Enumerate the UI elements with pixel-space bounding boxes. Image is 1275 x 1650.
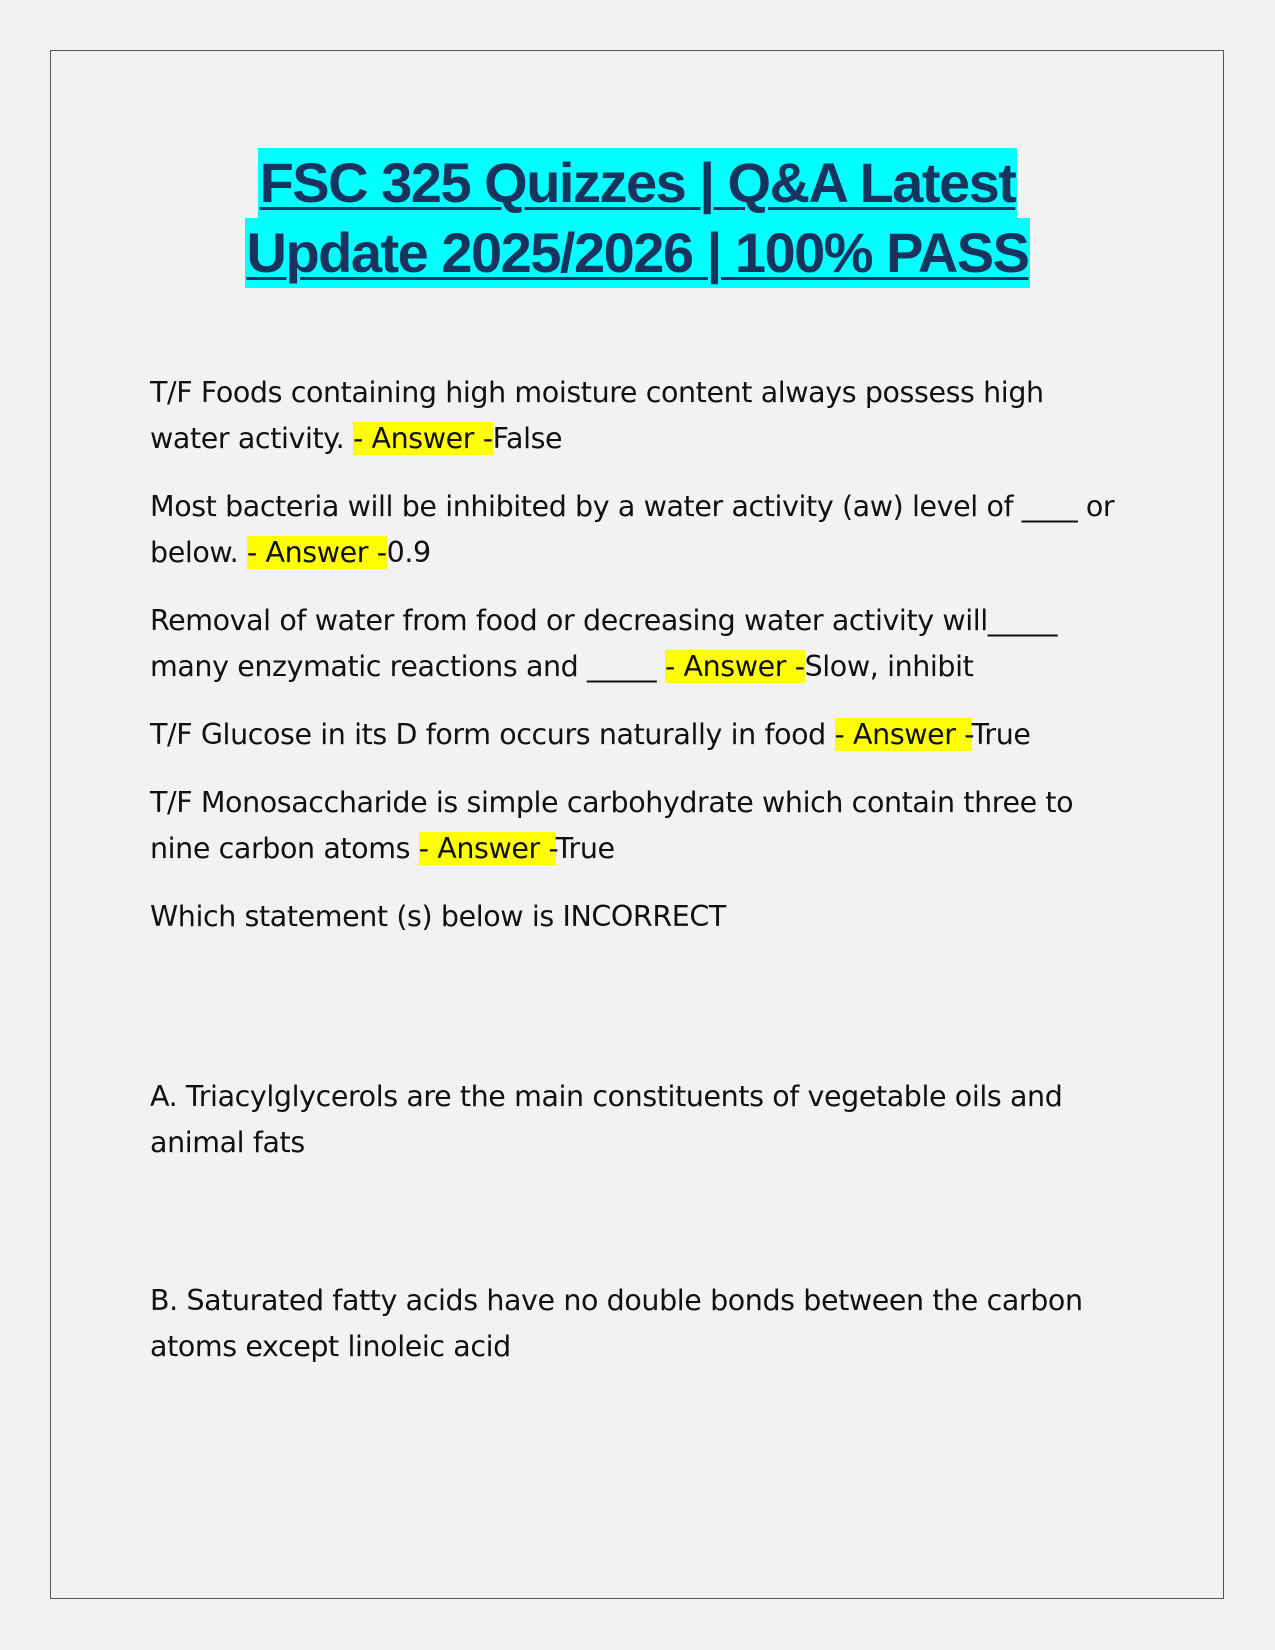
- qa-item-3: [150, 598, 1130, 690]
- spacer: [150, 962, 1130, 1074]
- answer-marker: - Answer -: [834, 718, 972, 751]
- qa-item-5: [150, 780, 1130, 872]
- answer-text: True: [971, 718, 1031, 751]
- option-b: B. Saturated fatty acids have no double bonds between the carbon atoms except linoleic acid: [150, 1284, 1083, 1363]
- answer-text: False: [492, 422, 563, 455]
- question-text: T/F Monosaccharide is simple carbohydrate which contain three to nine carbon atoms: [150, 786, 1074, 865]
- qa-item-2: [150, 484, 1130, 576]
- option-a: A. Triacylglycerols are the main constituents of vegetable oils and animal fats: [150, 1080, 1063, 1159]
- document-title: [0, 148, 1275, 288]
- question-text: Most bacteria will be inhibited by a water activity (aw) level of ____ or below.: [150, 490, 1115, 569]
- question-text: T/F Foods containing high moisture content always possess high water activity.: [150, 376, 1044, 455]
- qa-item-6-question: Which statement (s) below is INCORRECT: [150, 900, 726, 933]
- qa-item-4: [150, 712, 1130, 758]
- title-line-2: Update 2025/2026 | 100% PASS: [245, 218, 1031, 288]
- document-body: [150, 370, 1130, 1392]
- spacer: [150, 1188, 1130, 1278]
- answer-marker: - Answer -: [247, 536, 387, 569]
- question-text: T/F Glucose in its D form occurs naturally in food: [150, 718, 835, 751]
- question-text: Removal of water from food or decreasing water activity will_____ many enzymatic reactions and _____: [150, 604, 1058, 683]
- answer-text: True: [555, 832, 615, 865]
- answer-marker: - Answer -: [664, 650, 805, 683]
- answer-marker: - Answer -: [418, 832, 556, 865]
- answer-text: Slow, inhibit: [804, 650, 974, 683]
- title-line-1: FSC 325 Quizzes | Q&A Latest: [258, 148, 1018, 218]
- answer-marker: - Answer -: [352, 422, 493, 455]
- qa-item-1: [150, 370, 1130, 462]
- answer-text: 0.9: [386, 536, 431, 569]
